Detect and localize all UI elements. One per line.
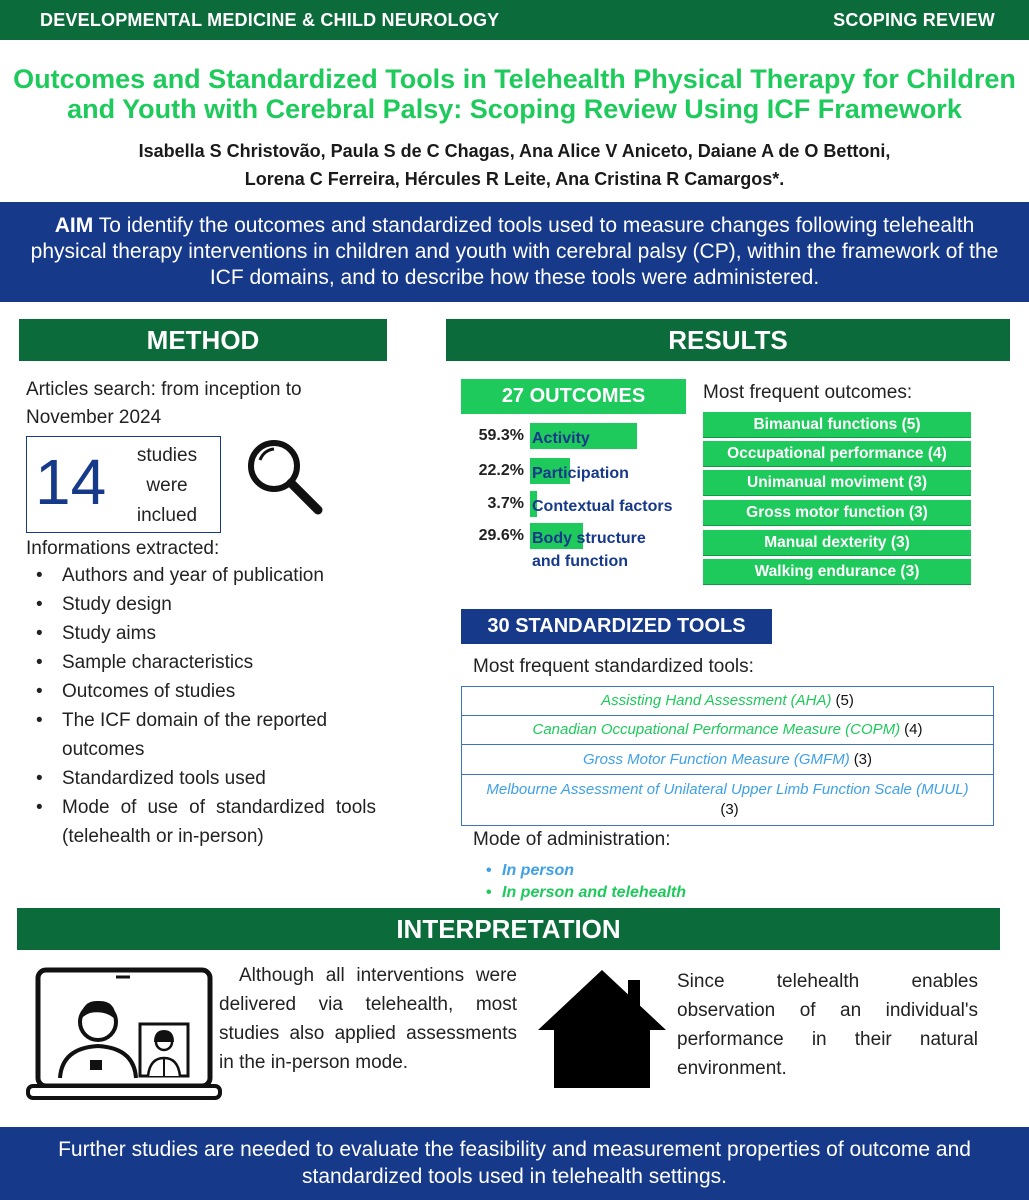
domain-label: Activity [532, 430, 590, 447]
search-period [26, 376, 302, 432]
studies-count-box [26, 436, 221, 533]
domain-pct: 22.2% [478, 462, 524, 479]
domain-row [460, 421, 700, 451]
outcome-item: Unimanual moviment (3) [703, 470, 971, 496]
domain-pct: 29.6% [478, 527, 524, 544]
search-line-2: November 2024 [26, 407, 162, 428]
mode-title: Mode of administration: [473, 829, 671, 850]
journal-name: DEVELOPMENTAL MEDICINE & CHILD NEUROLOGY [40, 9, 500, 30]
list-item: • Study design [36, 591, 376, 620]
studies-label-1: studies [136, 445, 198, 466]
tool-count: (3) [720, 801, 739, 818]
domain-label: Body structure and function [532, 530, 646, 570]
results-heading: RESULTS [446, 319, 1010, 361]
mode-list [486, 860, 686, 904]
list-item: • Mode of use of standardized tools (telehealth or in-person) [36, 794, 376, 851]
frequent-tools-title: Most frequent standardized tools: [473, 656, 754, 677]
interpretation-left-text: Although all interventions were delivered via telehealth, most studies also applied assessments in the in-person mode. [219, 965, 517, 1073]
studies-count: 14 [35, 446, 107, 518]
interpretation-right-text: Since telehealth enables observation of an individual's performance in their natural environment. [677, 971, 978, 1079]
list-item: • Standardized tools used [36, 765, 376, 794]
domain-row [460, 489, 700, 519]
outcome-item: Gross motor function (3) [703, 500, 971, 526]
domain-pct: 3.7% [487, 495, 524, 512]
outcomes-count-label: 27 OUTCOMES [461, 379, 686, 414]
outcome-item: Manual dexterity (3) [703, 530, 971, 556]
authors-line-2: Lorena C Ferreira, Hércules R Leite, Ana Cristina R Camargos*. [244, 169, 785, 189]
domain-label: Participation [532, 465, 629, 482]
outcome-item: Occupational performance (4) [703, 441, 971, 467]
tool-name: Gross Motor Function Measure (GMFM) [582, 750, 850, 768]
mode-item: • In person [486, 860, 686, 882]
house-icon [532, 966, 672, 1094]
authors-line-1: Isabella S Christovão, Paula S de C Chagas, Ana Alice V Aniceto, Daiane A de O Bettoni, [138, 141, 891, 161]
list-item: • Outcomes of studies [36, 678, 376, 707]
tool-item [461, 715, 994, 745]
method-heading: METHOD [19, 319, 387, 361]
tool-item [461, 686, 994, 716]
author-list [0, 137, 1029, 193]
frequent-outcomes-title: Most frequent outcomes: [703, 382, 913, 403]
tool-count: (3) [853, 750, 873, 768]
list-item: • The ICF domain of the reported outcomes [36, 707, 376, 764]
tools-count-label: 30 STANDARDIZED TOOLS [461, 609, 772, 644]
tool-count: (4) [904, 721, 923, 738]
tool-item [461, 744, 994, 775]
tool-name: Canadian Occupational Performance Measure (COPM) [532, 721, 901, 738]
title-line-1: Outcomes and Standardized Tools in Telehealth Physical Therapy for Children [13, 64, 1016, 94]
interpretation-heading: INTERPRETATION [17, 908, 1000, 950]
tool-count: (5) [835, 692, 854, 709]
laptop-video-call-icon [26, 966, 222, 1104]
studies-label-2: were [146, 475, 188, 496]
tool-name: Melbourne Assessment of Unilateral Upper Limb Function Scale (MUUL) [486, 781, 969, 798]
domain-row [460, 456, 700, 486]
search-line-1: Articles search: from inception to [26, 379, 302, 400]
article-type: SCOPING REVIEW [833, 9, 995, 30]
outcome-item: Bimanual functions (5) [703, 412, 971, 438]
magnifier-icon [244, 436, 326, 518]
studies-label [119, 441, 215, 531]
tool-item [461, 774, 994, 826]
mode-item: • In person and telehealth [486, 882, 686, 904]
conclusion-text: Further studies are needed to evaluate the feasibility and measurement properties of outcome and standardized tools used in telehealth settings. [58, 1138, 971, 1188]
journal-banner [0, 0, 1029, 40]
aim-banner [0, 202, 1029, 302]
aim-text: To identify the outcomes and standardized tools used to measure changes following telehealth physical therapy interventions in children and youth with cerebral palsy (CP), within the framework of the ICF domains, and to describe how these tools were administered. [30, 214, 999, 289]
studies-label-3: inclued [136, 505, 198, 526]
extracted-title: Informations extracted: [26, 538, 220, 559]
list-item: • Authors and year of publication [36, 562, 376, 591]
conclusion-banner [0, 1127, 1029, 1200]
poster-title [0, 64, 1029, 124]
domain-pct: 59.3% [478, 427, 524, 444]
outcome-item: Walking endurance (3) [703, 559, 971, 585]
tool-name: Assisting Hand Assessment (AHA) [601, 692, 832, 709]
aim-label: AIM [54, 214, 94, 237]
domain-row [460, 521, 700, 577]
list-item: • Sample characteristics [36, 649, 376, 678]
domain-label: Contextual factors [532, 498, 673, 515]
list-item: • Study aims [36, 620, 376, 649]
extracted-items-list [36, 562, 376, 852]
title-line-2: and Youth with Cerebral Palsy: Scoping Review Using ICF Framework [67, 94, 962, 124]
